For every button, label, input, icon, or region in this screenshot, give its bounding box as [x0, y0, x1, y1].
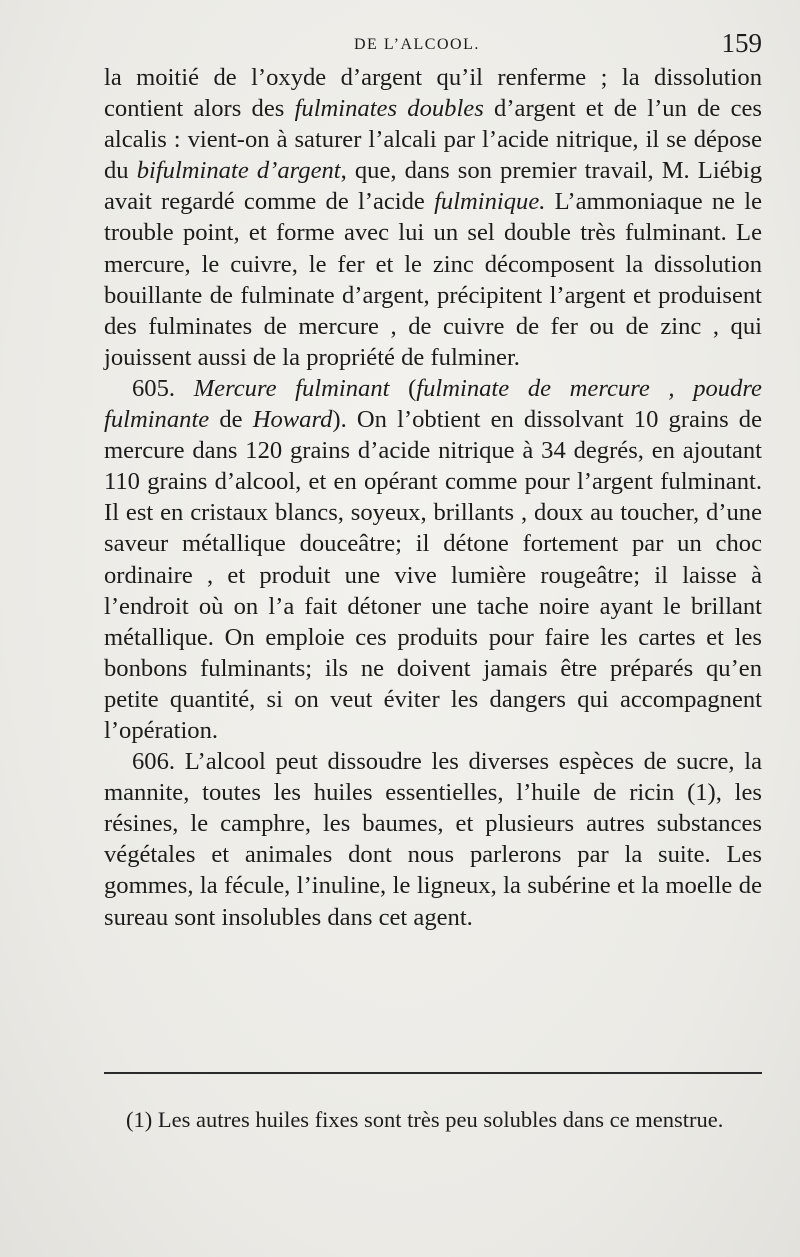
page-number: 159	[721, 28, 762, 58]
text-run: L’ammoniaque ne le trouble point, et forme avec lui un sel double très fulminant. Le mercure, le cuivre, le fer et le zinc décomposent la dissolution bouillante de fulminate d’argent, précipitent l’argent et produisent des fulminates de mercure , de cuivre de fer ou de zinc , qui jouissent aussi de la propriété de fulminer.	[104, 188, 762, 371]
text-run: L’alcool peut dissoudre les diverses espèces de sucre, la mannite, toutes les huiles essentielles, l’huile de ricin (1), les résines, le camphre, les baumes, et plusieurs autres substances végétales et animales dont nous parlerons par la suite. Les gommes, la fécule, l’inuline, le ligneux, la subérine et la moelle de sureau sont insolubles dans cet agent.	[104, 748, 762, 931]
footnote-text: (1) Les autres huiles fixes sont très peu solubles dans ce menstrue.	[126, 1107, 724, 1132]
paragraph-606	[104, 746, 762, 933]
page-header	[104, 28, 764, 62]
italic-term: bifulminate d’argent	[136, 157, 341, 185]
section-title: Mercure fulminant	[193, 374, 390, 402]
text-run: , que, dans son premier travail, M. Liébig avait regardé comme de l’acide	[104, 157, 763, 216]
text-run: ). On l’obtient en dissolvant 10 grains de mercure dans 120 grains d’acide nitrique à 34 degrés, en ajoutant 110 grains d’alcool, et en opérant comme pour l’argent fulminant. Il est en cristaux blancs, soyeux, brillants , doux au toucher, d’une saveur métallique douceâtre; il détone fortement par un choc ordinaire , et produit une vive lumière rougeâtre; il laisse à l’endroit où on l’a fait détoner une tache noire ayant le brillant métallique. On emploie ces produits pour faire les cartes et les bonbons fulminants; ils ne doivent jamais être préparés qu’en petite quantité, si on veut éviter les dangers qui accompagnent l’opération.	[104, 406, 762, 744]
text-run: la moitié de l’oxyde d’argent qu’il renferme ; la dissolution contient alors des	[104, 64, 762, 123]
page-body	[104, 62, 762, 933]
text-run: de	[209, 406, 253, 434]
footnote	[104, 1104, 762, 1135]
italic-name: Howard	[252, 406, 333, 434]
italic-term: fulminates doubles	[294, 95, 484, 123]
italic-term: fulminate de mercure , poudre fulminante	[104, 374, 762, 434]
section-number: 605.	[132, 374, 176, 402]
italic-term: fulminique.	[434, 188, 546, 216]
footnote-rule	[104, 1072, 762, 1074]
paragraph-605	[104, 373, 762, 746]
text-run: d’argent et de l’un de ces alcalis : vient-on à saturer l’alcali par l’acide nitrique, il se dépose du	[104, 95, 762, 185]
section-number: 606.	[132, 748, 176, 776]
text-run: (	[389, 374, 417, 402]
running-head: DE L’ALCOOL.	[354, 36, 480, 53]
paragraph-continuation	[104, 62, 762, 373]
